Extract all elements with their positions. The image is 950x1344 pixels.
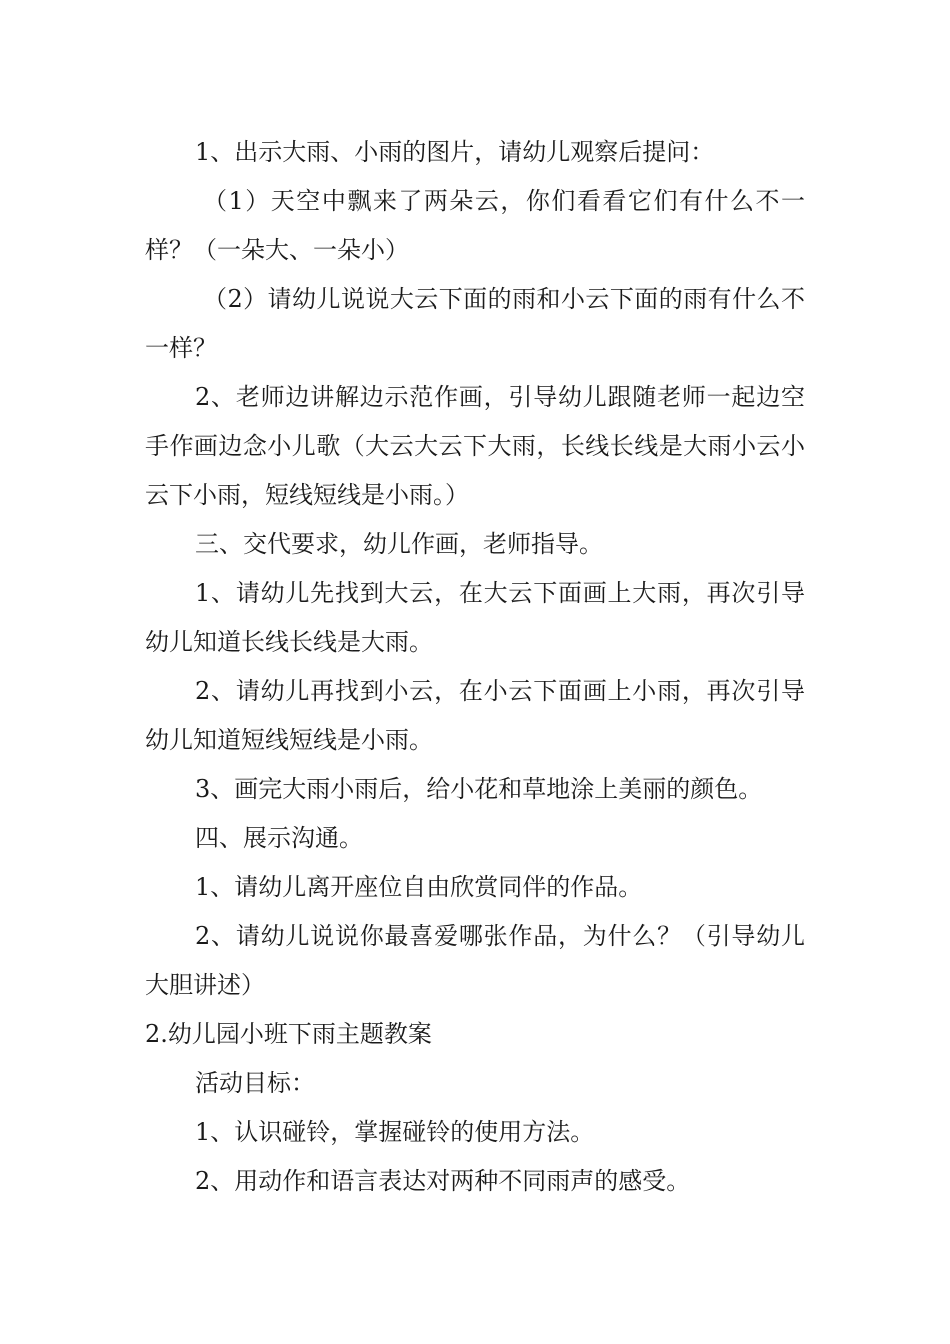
- paragraph-share-1: 1、请幼儿离开座位自由欣赏同伴的作品。: [195, 873, 643, 901]
- paragraph-share-2: 2、请幼儿说说你最喜爱哪张作品，为什么？（引导幼儿大胆讲述）: [145, 922, 805, 999]
- paragraph-step-1: 1、出示大雨、小雨的图片，请幼儿观察后提问：: [195, 138, 715, 166]
- activity-goal-1: 1、认识碰铃，掌握碰铃的使用方法。: [195, 1118, 595, 1146]
- paragraph-draw-2: 2、请幼儿再找到小云，在小云下面画上小雨，再次引导幼儿知道短线短线是小雨。: [145, 677, 805, 754]
- paragraph-draw-1: 1、请幼儿先找到大云，在大云下面画上大雨，再次引导幼儿知道长线长线是大雨。: [145, 579, 805, 656]
- document-section-title: 2.幼儿园小班下雨主题教案: [145, 1020, 432, 1048]
- paragraph-draw-3: 3、画完大雨小雨后，给小花和草地涂上美丽的颜色。: [195, 775, 763, 803]
- section-heading-4: 四、展示沟通。: [195, 824, 363, 852]
- activity-goal-2: 2、用动作和语言表达对两种不同雨声的感受。: [195, 1167, 691, 1195]
- activity-goals-label: 活动目标：: [195, 1069, 315, 1097]
- section-heading-3: 三、交代要求，幼儿作画，老师指导。: [195, 530, 603, 558]
- paragraph-step-2: 2、老师边讲解边示范作画，引导幼儿跟随老师一起边空手作画边念小儿歌（大云大云下大雨，长线长线是大雨小云小云下小雨，短线短线是小雨。）: [145, 383, 805, 509]
- document-body: [145, 128, 805, 1206]
- paragraph-question-2: （2）请幼儿说说大云下面的雨和小云下面的雨有什么不一样？: [145, 285, 805, 362]
- paragraph-question-1: （1）天空中飘来了两朵云，你们看看它们有什么不一样？（一朵大、一朵小）: [145, 187, 805, 264]
